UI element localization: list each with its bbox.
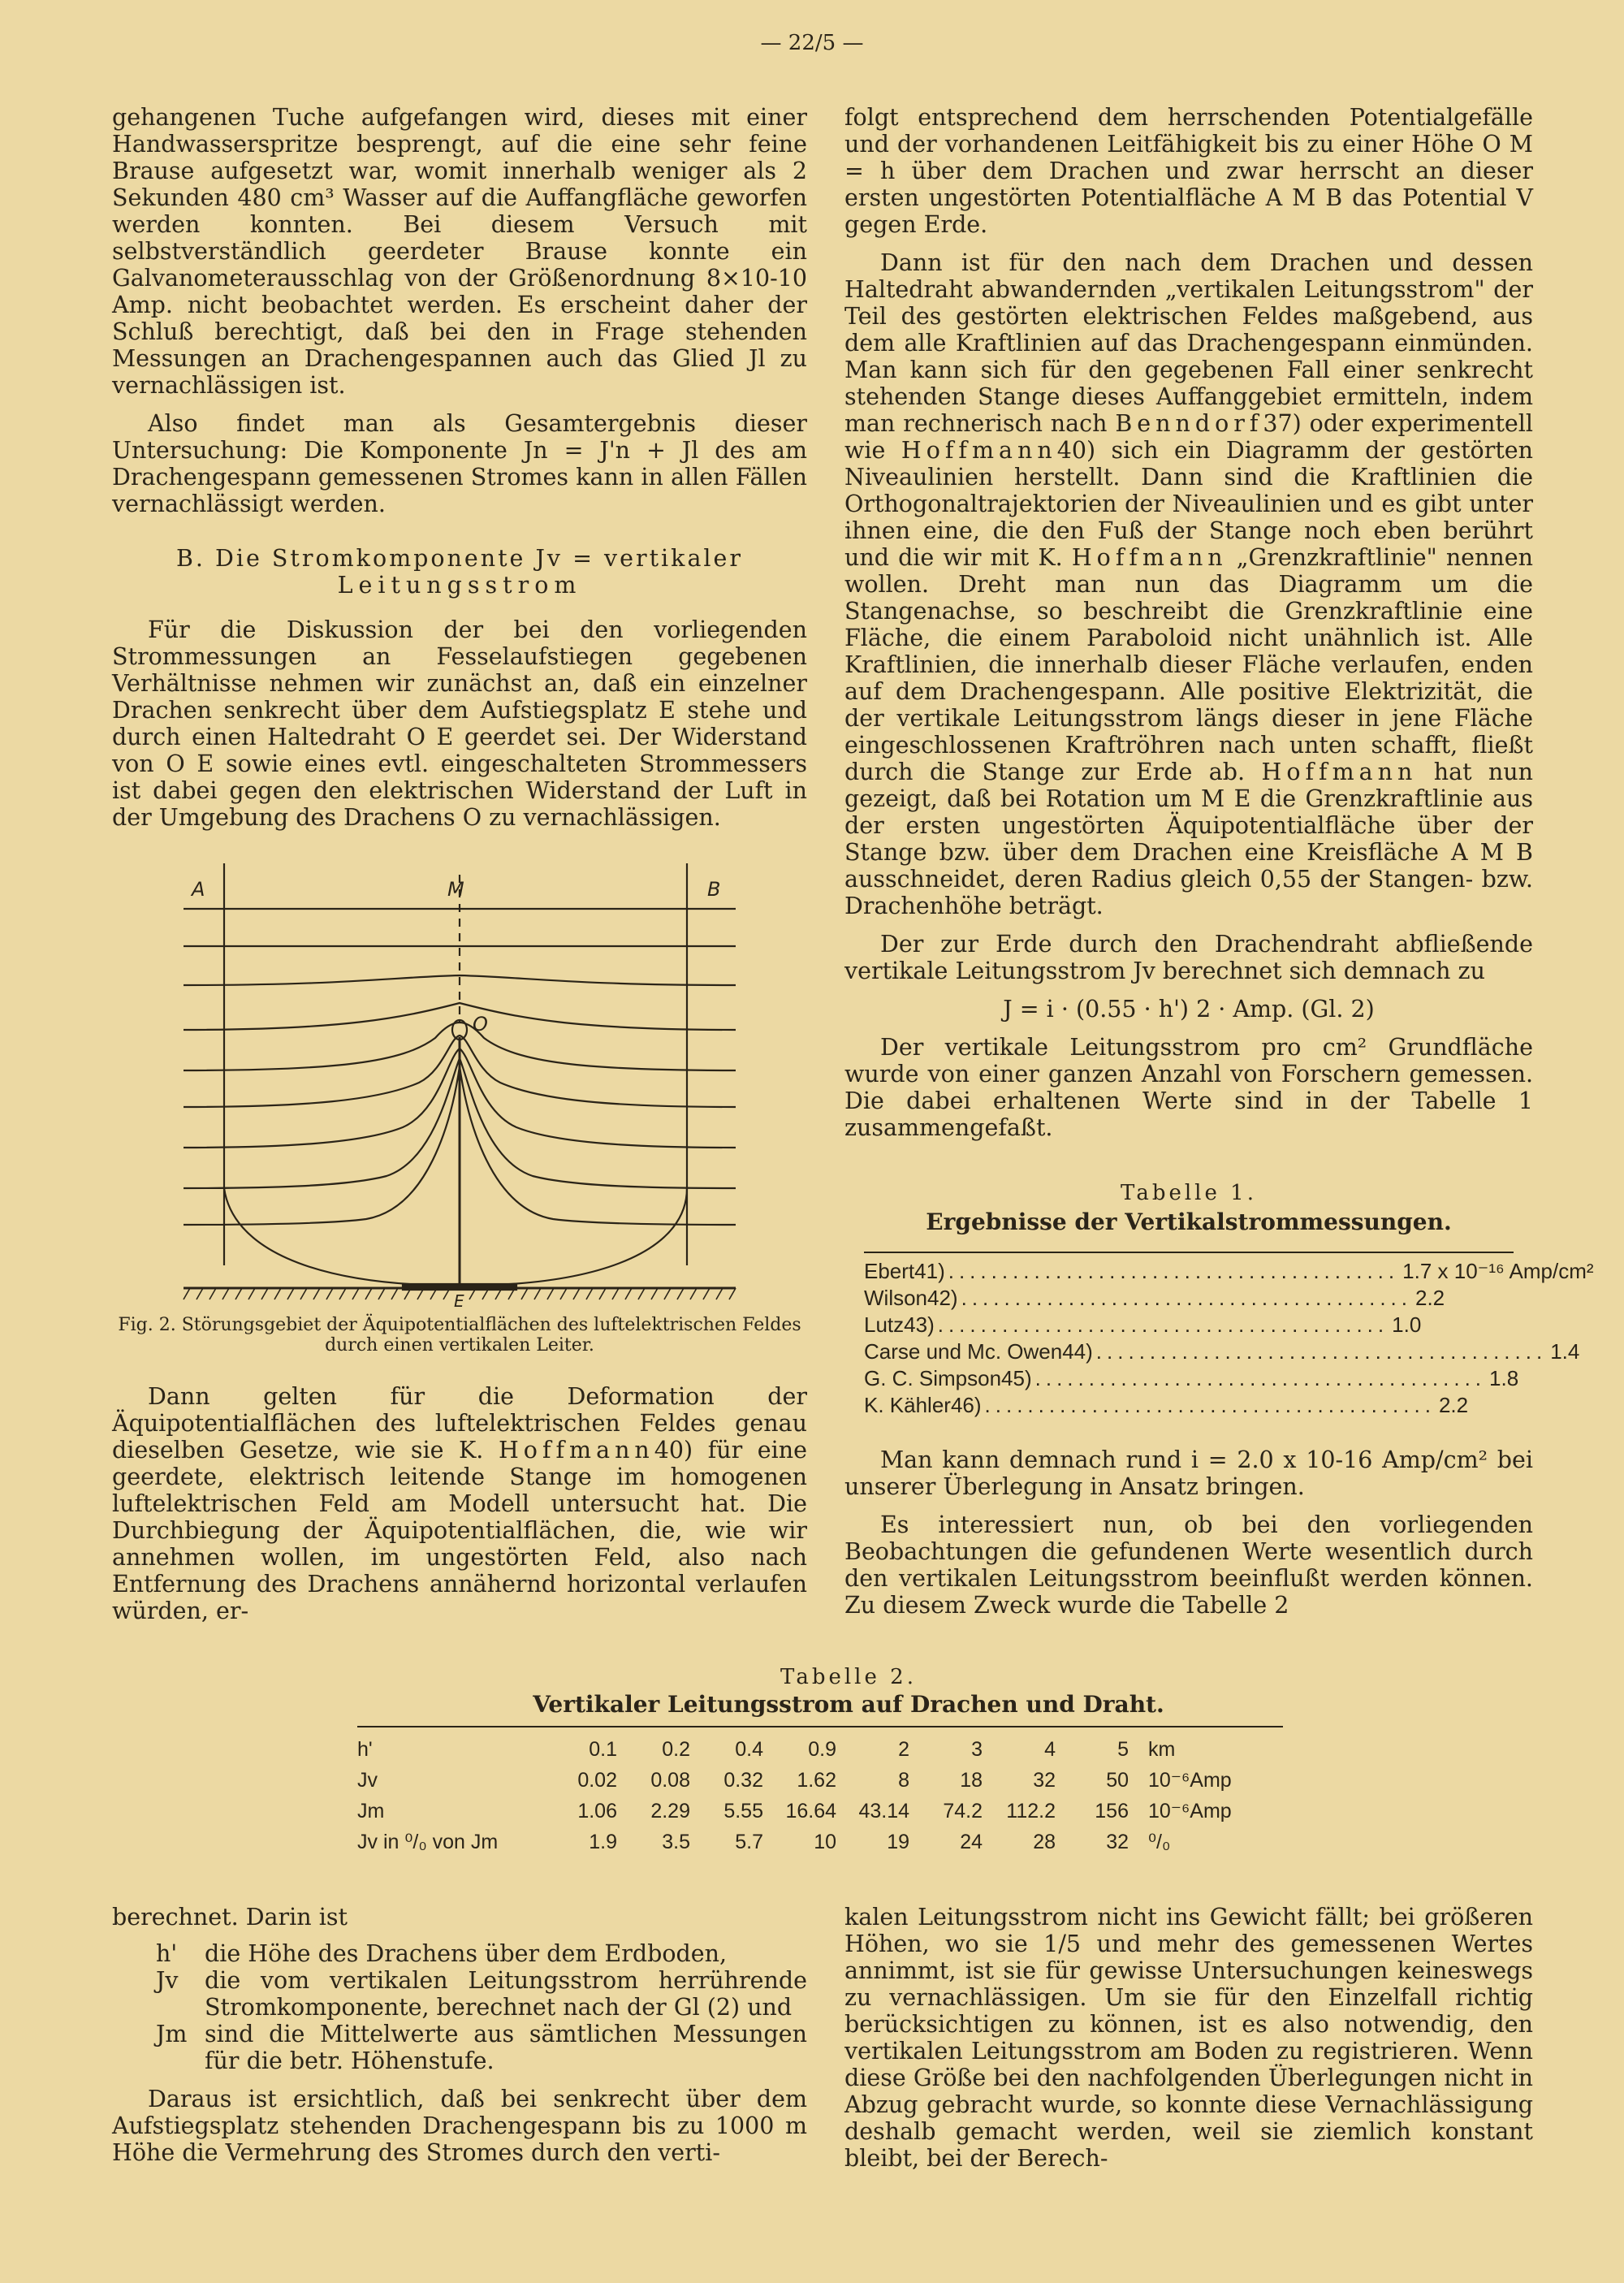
bottom-left-paragraph-1: berechnet. Darin ist	[112, 1904, 348, 1931]
table-2-rule	[357, 1726, 1283, 1727]
p2-text-d: „Grenzkraftlinie" nennen wollen. Dreht man nun das Diagramm um die Stangenachse, so beschreibt die Grenzkraftlinie eine Fläche, die einem Paraboloid nicht unähnlich ist. Alle Kraftlinien, die innerhalb dieser Fläche verlaufen, enden auf dem Drachengespann. Alle positive Elektrizität, die der vertikale Leitungsstrom längs dieser in jene Fläche eingeschlossenen Kraftröhren nach unten schafft, fließt durch die Stange zur Erde ab.	[844, 544, 1533, 785]
table-row: Jv in ⁰/₀ von Jm 1.9 3.5 5.7 10 19 24 28 32 ⁰/₀	[357, 1830, 1171, 1853]
table-row: K. Kähler46) .......................................... 2.2	[864, 1393, 1469, 1417]
table-row: Wilson42) .......................................... 2.2	[864, 1286, 1445, 1310]
author-name: Benndorf	[1115, 410, 1263, 437]
table-1-title: Ergebnisse der Vertikalstrommessungen.	[926, 1209, 1452, 1235]
symbol-definitions	[112, 1940, 807, 2074]
author-name: Hoffmann	[901, 437, 1057, 464]
p2-text-a: Dann ist für den nach dem Drachen und dessen Haltedraht abwandernden „vertikalen Leitungsstrom" der Teil des gestörten elektrischen Feldes maßgebend, aus dem alle Kraftlinien auf das Drachengespann einmünden. Man kann sich für den gegebenen Fall einer senkrecht stehenden Stange dieses Auffanggebiet ermitteln, indem man rechnerisch nach	[844, 249, 1533, 437]
figure-2	[112, 863, 807, 1356]
figure-label-o: O	[473, 1013, 488, 1036]
bottom-left-column	[112, 1904, 807, 2176]
limiting-force-line	[224, 1188, 687, 1286]
table-row: Jv 0.02 0.08 0.32 1.62 8 18 32 50 10⁻⁶Amp	[357, 1768, 1232, 1792]
equation-gl-2: J = i · (0.55 · h') 2 · Amp. (Gl. 2)	[1003, 996, 1375, 1023]
table-2	[357, 1665, 1340, 1857]
table-row: Jm 1.06 2.29 5.55 16.64 43.14 74.2 112.2 156 10⁻⁶Amp	[357, 1799, 1232, 1823]
left-paragraph-2: Also findet man als Gesamtergebnis dieser Untersuchung: Die Komponente Jn = J'n + Jl des am Drachengespann gemessenen Stromes kann in allen Fällen vernachlässigt werden.	[112, 410, 807, 517]
p2-text-e: hat nun gezeigt, daß bei Rotation um M E die Grenzkraftlinie aus der ersten ungestörten Äquipotentialfläche über der Stange bzw. über dem Drachen eine Kreisfläche A M B ausschneidet, deren Radius gleich 0,55 der Stangen- bzw. Drachenhöhe beträgt.	[844, 759, 1533, 919]
section-heading	[112, 545, 807, 599]
table-2-body	[357, 1734, 1270, 1857]
ground-plate	[403, 1284, 516, 1290]
definition-item: Jv die vom vertikalen Leitungsstrom herrührende Stromkomponente, berechnet nach der Gl (2) und	[156, 1967, 807, 2021]
p2-text-c: 40) sich ein Diagramm der gestörten Niveaulinien herstellt. Dann sind die Kraftlinien die Orthogonaltrajektorien der Niveaulinien und es gibt unter ihnen eine, die den Fuß der Stange noch eben berührt und die wir mit K.	[844, 437, 1533, 571]
author-name: Hoffmann	[1261, 759, 1418, 785]
p2-text-b: 37) oder experimentell wie	[844, 410, 1533, 464]
table-2-title: Vertikaler Leitungsstrom auf Drachen und Draht.	[533, 1691, 1164, 1718]
author-name: Hoffmann	[1071, 544, 1228, 571]
right-paragraph-5: Man kann demnach rund i = 2.0 x 10-16 Amp/cm² bei unserer Überlegung in Ansatz bringen.	[844, 1446, 1533, 1500]
section-heading-line-1: B. Die Stromkomponente Jv = vertikaler	[175, 545, 744, 572]
left-paragraph-3: Für die Diskussion der bei den vorliegenden Strommessungen an Fesselaufstiegen gegebenen Verhältnisse nehmen wir zunächst an, daß ein einzelner Drachen senkrecht über dem Aufstiegsplatz E stehe und durch einen Haltedraht O E geerdet sei. Der Widerstand von O E sowie eines evtl. eingeschalteten Strommessers ist dabei gegen den elektrischen Widerstand der Luft in der Umgebung des Drachens O zu vernachlässigen.	[112, 616, 807, 831]
page-number: — 22/5 —	[760, 31, 864, 55]
author-name: Hoffmann	[498, 1437, 654, 1464]
table-row: G. C. Simpson45) .......................................... 1.8	[864, 1366, 1519, 1390]
table-1	[864, 1252, 1594, 1419]
left-paragraph-4	[112, 1383, 807, 1624]
section-heading-line-2: Leitungsstrom	[337, 572, 582, 599]
table-row: h' 0.1 0.2 0.4 0.9 2 3 4 5 km	[357, 1737, 1176, 1761]
right-paragraph-4: Der vertikale Leitungsstrom pro cm² Grundfläche wurde von einer ganzen Anzahl von Forschern gemessen. Die dabei erhaltenen Werte sind in der Tabelle 1 zusammengefaßt.	[844, 1034, 1533, 1141]
definition-item: h' die Höhe des Drachens über dem Erdboden,	[156, 1940, 728, 1967]
left-column	[112, 104, 807, 1636]
right-paragraph-3: Der zur Erde durch den Drachendraht abfließende vertikale Leitungsstrom Jv berechnet sich demnach zu	[844, 931, 1533, 984]
definition-item: Jm sind die Mittelwerte aus sämtlichen Messungen für die betr. Höhenstufe.	[156, 2021, 807, 2074]
figure-caption: Fig. 2. Störungsgebiet der Äquipotentialflächen des luftelektrischen Feldes durch einen vertikalen Leiter.	[118, 1315, 801, 1356]
p4-text-b: 40) für eine geerdete, elektrisch leitende Stange im homogenen luftelektrischen Feld am Modell untersucht hat. Die Durchbiegung der Äquipotentialflächen, die, wie wir annehmen wollen, im ungestörten Feld, also nach Entfernung des Drachens annähernd horizontal verlaufen würden, er-	[112, 1437, 808, 1624]
right-paragraph-1: folgt entsprechend dem herrschenden Potentialgefälle und der vorhandenen Leitfähigkeit bis zu einer Höhe O M = h über dem Drachen und zwar herrscht an dieser ersten ungestörten Potentialfläche A M B das Potential V gegen Erde.	[844, 104, 1533, 238]
table-row: Carse und Mc. Owen44) .......................................... 1.4	[864, 1339, 1580, 1364]
table-1-caption: Tabelle 1.	[1121, 1181, 1257, 1205]
bottom-left-paragraph-2: Daraus ist ersichtlich, daß bei senkrecht über dem Aufstiegsplatz stehenden Drachengespann bis zu 1000 m Höhe die Vermehrung des Stromes durch den verti-	[112, 2086, 807, 2166]
figure-label-b: B	[707, 878, 721, 901]
p4-text-a: Dann gelten für die Deformation der Äquipotentialflächen des luftelektrischen Feldes genau dieselben Gesetze, wie sie K.	[112, 1383, 807, 1464]
right-paragraph-2	[844, 249, 1533, 919]
figure-label-m: M	[447, 878, 464, 901]
bottom-right-column	[844, 1904, 1533, 2181]
figure-label-a: A	[192, 878, 205, 901]
left-paragraph-1: gehangenen Tuche aufgefangen wird, dieses mit einer Handwasserspritze besprengt, auf die eine sehr feine Brause aufgesetzt war, womit innerhalb weniger als 2 Sekunden 480 cm³ Wasser auf die Auffangfläche geworfen werden konnten. Bei diesem Versuch mit selbstverständlich geerdeter Brause konnte ein Galvanometerausschlag von der Größenordnung 8×10-10 Amp. nicht beobachtet werden. Es erscheint daher der Schluß berechtigt, daß bei den in Frage stehenden Messungen an Drachengespannen auch das Glied Jl zu vernachlässigen ist.	[112, 104, 807, 399]
bottom-right-paragraph-1: kalen Leitungsstrom nicht ins Gewicht fällt; bei größeren Höhen, wo sie 1/5 und mehr des gemessenen Wertes annimmt, ist sie für gewisse Untersuchungen keineswegs zu vernachlässigen. Um sie für den Einzelfall richtig berücksichtigen zu können, ist es also notwendig, den vertikalen Leitungsstrom am Boden zu registrieren. Wenn diese Größe bei den nachfolgenden Überlegungen nicht in Abzug gebracht wurde, so konnte diese Vernachlässigung deshalb gemacht werden, weil sie ziemlich konstant bleibt, bei der Berech-	[844, 1904, 1533, 2172]
figure-label-e: E	[454, 1291, 464, 1311]
right-paragraph-6: Es interessiert nun, ob bei den vorliegenden Beobachtungen die gefundenen Werte wesentlich durch den vertikalen Leitungsstrom beeinflußt werden können. Zu diesem Zweck wurde die Tabelle 2	[844, 1511, 1533, 1619]
equipotential-diagram	[184, 863, 736, 1311]
table-2-caption: Tabelle 2.	[780, 1665, 917, 1689]
table-row: Ebert41) .......................................... 1.7 x 10⁻¹⁶ Amp/cm²	[864, 1259, 1594, 1283]
right-column	[844, 104, 1594, 1630]
table-row: Lutz43) .......................................... 1.0	[864, 1312, 1422, 1337]
